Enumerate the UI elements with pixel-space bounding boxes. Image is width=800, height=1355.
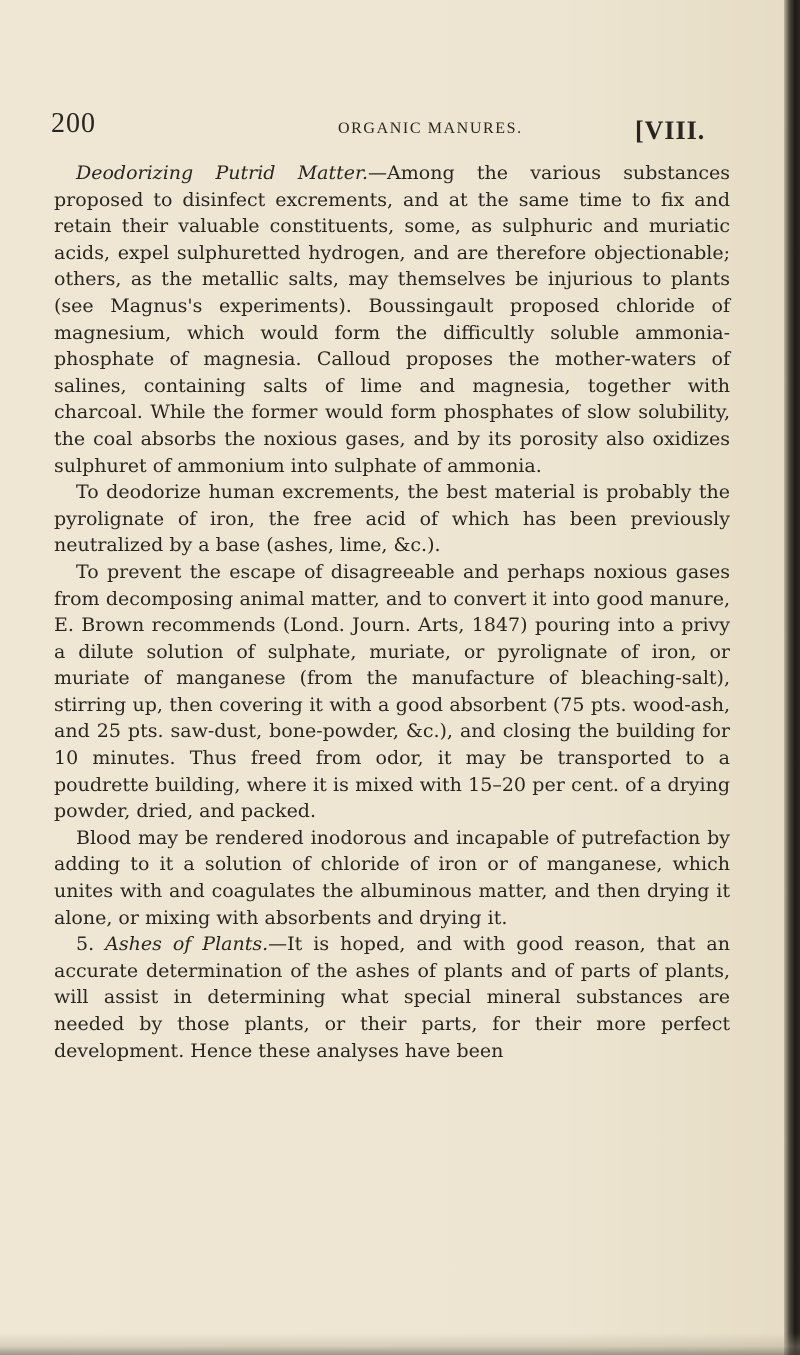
section-heading: Deodorizing Putrid Matter. xyxy=(76,162,369,184)
body-text xyxy=(54,160,730,1064)
page-header xyxy=(0,108,800,148)
section-heading: Ashes of Plants. xyxy=(105,933,269,956)
page-number: 200 xyxy=(51,108,96,139)
paragraph-ashes-of-plants xyxy=(54,931,730,1064)
page-binding-edge xyxy=(784,0,800,1355)
section-number: 5. xyxy=(76,933,95,956)
paragraph-text: —Among the various substances proposed to disinfect excrements, and at the same time to fix and retain their valuable constituents, some, as sulphuric and muriatic acids, expel sulphuretted hydrogen, and are therefore objectionable; others, as the metallic salts, may themselves be injurious to plants (see Magnus's experiments). Boussingault proposed chloride of magnesium, which would form the difficultly soluble ammonia-phosphate of magnesia. Calloud proposes the mother-waters of salines, containing salts of lime and magnesia, together with charcoal. While the former would form phosphates of slow solubility, the coal absorbs the noxious gases, and by its porosity also oxidizes sulphuret of ammonium into sulphate of ammonia. xyxy=(54,162,730,477)
page-bottom-shadow xyxy=(0,1333,800,1355)
paragraph-blood xyxy=(54,825,730,931)
paragraph-text: To prevent the escape of disagreeable and perhaps noxious gases from decomposing animal matter, and to convert it into good manure, E. Brown recommends (Lond. Journ. Arts, 1847) pouring into a privy a dilute solution of sulphate, muriate, or pyrolignate of iron, or muriate of manganese (from the manufacture of bleaching-salt), stirring up, then covering it with a good absorbent (75 pts. wood-ash, and 25 pts. saw-dust, bone-powder, &c.), and closing the building for 10 minutes. Thus freed from odor, it may be transported to a poudrette building, where it is mixed with 15–20 per cent. of a drying powder, dried, and packed. xyxy=(54,560,730,823)
chapter-mark: [VIII. xyxy=(635,116,706,145)
paragraph-animal-matter xyxy=(54,559,730,825)
paragraph-human-excrements xyxy=(54,479,730,559)
paragraph-text: Blood may be rendered inodorous and incapable of putrefaction by adding to it a solution of chloride of iron or of manganese, which unites with and coagulates the albuminous matter, and then drying it alone, or mixing with absorbents and drying it. xyxy=(54,826,730,929)
running-title: ORGANIC MANURES. xyxy=(338,120,523,137)
paragraph-deodorizing-putrid-matter xyxy=(54,160,730,479)
paragraph-text: —It is hoped, and with good reason, that an accurate determination of the ashes of plants and of parts of plants, will assist in determining what special mineral substances are needed by those plants, or their parts, for their more perfect development. Hence these analyses have been xyxy=(54,933,731,1062)
paragraph-text: To deodorize human excrements, the best material is probably the pyrolignate of iron, the free acid of which has been previously neutralized by a base (ashes, lime, &c.). xyxy=(54,481,730,557)
